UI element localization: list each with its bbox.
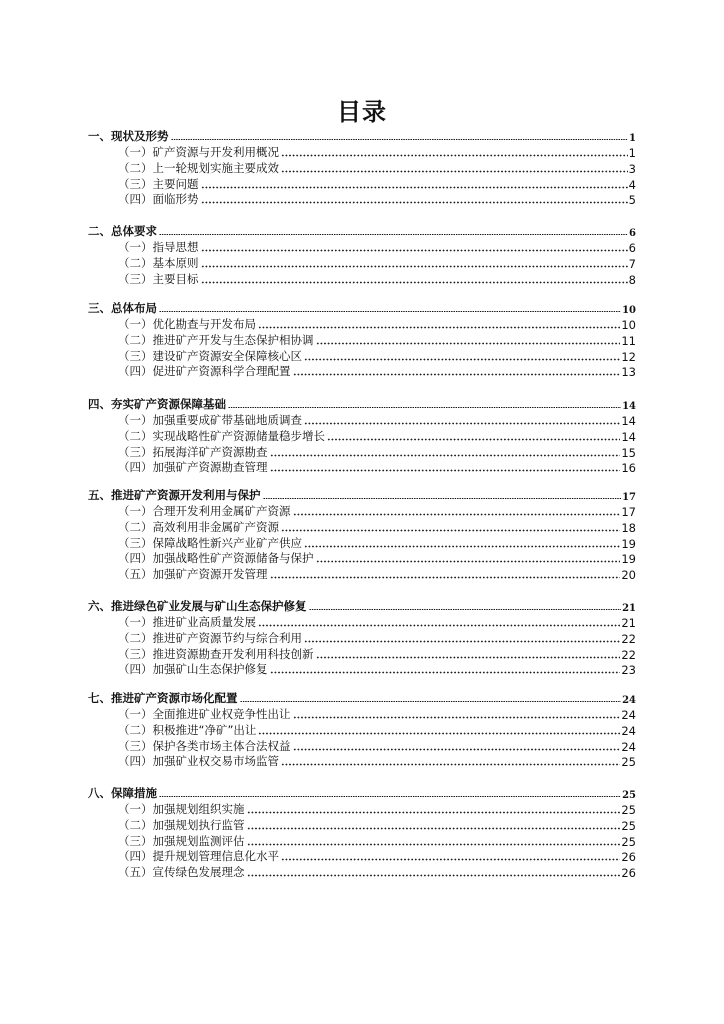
toc-subsection-label: （三）建设矿产资源安全保障核心区 [118,348,302,363]
toc-subsection-entry[interactable] [118,192,636,207]
toc-subsection-label: （一）矿产资源与开发利用概况 [118,145,279,159]
toc-section-label: 四、夯实矿产资源保障基础 [88,397,226,411]
dot-leader [327,438,620,441]
dot-leader [258,732,620,735]
toc-subsection-label: （一）全面推进矿业权竞争性出让 [118,707,291,721]
toc-page-number: 24 [621,739,636,754]
toc-subsection-entry[interactable] [118,256,636,271]
toc-subsection-label: （二）实现战略性矿产资源储量稳步增长 [118,428,325,443]
toc-page-number: 10 [622,305,636,316]
toc-subsection-label: （三）推进资源勘查开发利用科技创新 [118,646,314,661]
dot-leader [201,186,628,189]
toc-page-number: 19 [621,536,636,551]
toc-subsection-entry[interactable] [118,240,636,255]
dot-leader [304,422,620,425]
toc-page-number: 21 [622,603,636,614]
dot-leader [247,874,621,877]
toc-section-entry[interactable] [88,128,636,144]
dot-leader [159,310,621,313]
toc-page-number: 25 [621,834,636,849]
toc-page-number: 20 [621,568,636,582]
toc-subsection-label: （四）促进矿产资源科学合理配置 [118,364,291,379]
dot-leader [247,827,621,830]
toc-page-number: 22 [621,647,636,662]
toc-subsection-label: （二）积极推进“净矿”出让 [118,722,257,737]
toc-subsection-label: （三）保护各类市场主体合法权益 [118,738,291,753]
toc-subsection-entry[interactable] [118,272,636,287]
toc-subsection-entry[interactable] [118,754,636,769]
toc-page-number: 15 [621,445,636,460]
dot-leader [293,748,621,751]
toc-subsection-entry[interactable] [118,818,636,833]
toc-section-label: 一、现状及形势 [88,129,169,143]
toc-subsection-entry[interactable] [118,460,636,475]
dot-leader [281,154,628,157]
toc-page-number: 21 [621,616,636,630]
dot-leader [171,138,629,141]
toc-page-number: 10 [621,318,636,332]
toc-subsection-label: （二）推进矿产开发与生态保护相协调 [118,332,314,347]
toc-subsection-entry[interactable] [118,631,636,646]
toc-subsection-entry[interactable] [118,333,636,348]
toc-subsection-entry[interactable] [118,723,636,738]
dot-leader [201,201,628,204]
dot-leader [293,373,621,376]
toc-subsection-entry[interactable] [118,364,636,379]
dot-leader [159,795,621,798]
toc-subsection-label: （一）指导思想 [118,240,199,254]
toc-subsection-label: （四）提升规划管理信息化水平 [118,849,279,864]
toc-subsection-entry[interactable] [118,834,636,849]
toc-subsection-entry[interactable] [118,161,636,176]
toc-section-entry[interactable] [88,785,636,801]
dot-leader [293,513,621,516]
toc-page-number: 13 [621,365,636,380]
toc-page-number: 24 [621,708,636,722]
toc-subsection-label: （四）加强战略性矿产资源储备与保护 [118,551,314,566]
toc-subsection-entry[interactable] [118,349,636,364]
toc-subsection-entry[interactable] [118,647,636,662]
dot-leader [281,858,620,861]
toc-page-number: 26 [621,850,636,865]
toc-subsection-label: （三）加强规划监测评估 [118,833,245,848]
dot-leader [309,608,622,611]
toc-page-number: 25 [622,790,636,801]
toc-page-number: 14 [622,401,636,412]
toc-subsection-entry[interactable] [118,520,636,535]
toc-subsection-entry[interactable] [118,413,636,428]
dot-leader [263,497,622,500]
toc-section-entry[interactable] [88,690,636,706]
dot-leader [304,358,620,361]
toc-subsection-label: （三）拓展海洋矿产资源勘查 [118,444,268,459]
toc-subsection-entry[interactable] [118,445,636,460]
toc-page-number: 12 [621,349,636,364]
toc-subsection-label: （四）加强矿业权交易市场监管 [118,754,279,769]
toc-subsection-entry[interactable] [118,662,636,677]
toc-subsection-label: （三）保障战略性新兴产业矿产供应 [118,535,302,550]
toc-page-number: 3 [628,161,636,176]
toc-subsection-label: （四）面临形势 [118,192,199,207]
dot-leader [270,576,621,579]
toc-page-number: 24 [622,695,636,706]
toc-section-label: 五、推进矿产资源开发利用与保护 [88,488,261,502]
toc-section-entry[interactable] [88,396,636,412]
toc-section-entry[interactable] [88,598,636,614]
toc-subsection-entry[interactable] [118,615,636,630]
dot-leader [247,811,621,814]
dot-leader [304,640,620,643]
dot-leader [293,716,621,719]
dot-leader [258,624,620,627]
toc-subsection-label: （二）加强规划执行监管 [118,817,245,832]
dot-leader [316,656,621,659]
dot-leader [304,545,620,548]
toc-subsection-label: （三）主要问题 [118,176,199,191]
dot-leader [247,843,621,846]
toc-subsection-label: （二）高效利用非金属矿产资源 [118,519,279,534]
toc-subsection-label: （一）加强重要成矿带基础地质调查 [118,413,302,427]
toc-page-number: 1 [629,133,636,144]
dot-leader [258,326,620,329]
toc-subsection-entry[interactable] [118,707,636,722]
toc-section-entry[interactable] [88,300,636,316]
dot-leader [281,763,620,766]
toc-page-number: 5 [628,193,636,208]
toc-subsection-label: （二）基本原则 [118,255,199,270]
toc-page-number: 22 [621,631,636,646]
toc-page-number: 25 [621,803,636,817]
toc-page-number: 14 [621,429,636,444]
toc-section-label: 二、总体要求 [88,224,157,238]
toc-page-number: 7 [628,256,636,271]
toc-subsection-label: （一）推进矿业高质量发展 [118,615,256,629]
toc-subsection-label: （一）加强规划组织实施 [118,802,245,816]
dot-leader [270,671,621,674]
toc-page-number: 25 [621,755,636,770]
toc-page-number: 23 [621,663,636,678]
toc-section-label: 三、总体布局 [88,301,157,315]
toc-subsection-label: （一）合理开发利用金属矿产资源 [118,504,291,518]
toc-page-number: 4 [628,177,636,192]
dot-leader [270,469,621,472]
dot-leader [281,170,628,173]
toc-subsection-label: （五）宣传绿色发展理念 [118,865,245,879]
dot-leader [316,342,621,345]
toc-page-number: 6 [628,241,636,255]
toc-subsection-label: （五）加强矿产资源开发管理 [118,567,268,581]
toc-section-entry[interactable] [88,487,636,503]
dot-leader [281,529,620,532]
toc-section-entry[interactable] [88,223,636,239]
toc-page-number: 25 [621,818,636,833]
toc-subsection-entry[interactable] [118,849,636,864]
toc-page-number: 1 [628,146,636,160]
toc-subsection-label: （一）优化勘查与开发布局 [118,317,256,331]
toc-section-label: 七、推进矿产资源市场化配置 [88,691,238,705]
toc-page-number: 6 [629,228,636,239]
toc-section-label: 六、推进绿色矿业发展与矿山生态保护修复 [88,599,307,613]
dot-leader [316,560,621,563]
toc-subsection-entry[interactable] [118,145,636,160]
dot-leader [270,454,621,457]
toc-subsection-entry[interactable] [118,865,636,880]
toc-subsection-entry[interactable] [118,802,636,817]
toc-subsection-entry[interactable] [118,317,636,332]
dot-leader [201,249,628,252]
toc-section-label: 八、保障措施 [88,786,157,800]
toc-subsection-label: （四）加强矿山生态保护修复 [118,662,268,677]
dot-leader [201,281,628,284]
toc-subsection-entry[interactable] [118,504,636,519]
dot-leader [201,265,628,268]
toc-page-number: 17 [622,492,636,503]
toc-page-number: 11 [621,333,636,348]
toc-subsection-label: （二）上一轮规划实施主要成效 [118,160,279,175]
toc-subsection-entry[interactable] [118,551,636,566]
toc-subsection-entry[interactable] [118,536,636,551]
toc-page-number: 8 [628,272,636,287]
toc-subsection-entry[interactable] [118,177,636,192]
toc-subsection-label: （三）主要目标 [118,271,199,286]
toc-subsection-entry[interactable] [118,739,636,754]
toc-subsection-label: （四）加强矿产资源勘查管理 [118,460,268,475]
dot-leader [159,233,628,236]
toc-page-number: 26 [621,866,636,880]
toc-title: 目录 [337,98,387,126]
toc-subsection-entry[interactable] [118,429,636,444]
toc-page-number: 19 [621,552,636,567]
dot-leader [228,406,621,409]
toc-page-number: 16 [621,461,636,476]
dot-leader [240,700,622,703]
toc-subsection-label: （二）推进矿产资源节约与综合利用 [118,630,302,645]
toc-subsection-entry[interactable] [118,567,636,582]
toc-page-number: 18 [621,520,636,535]
toc-page-number: 24 [621,723,636,738]
toc-page-number: 17 [621,505,636,519]
toc-page-number: 14 [621,414,636,428]
